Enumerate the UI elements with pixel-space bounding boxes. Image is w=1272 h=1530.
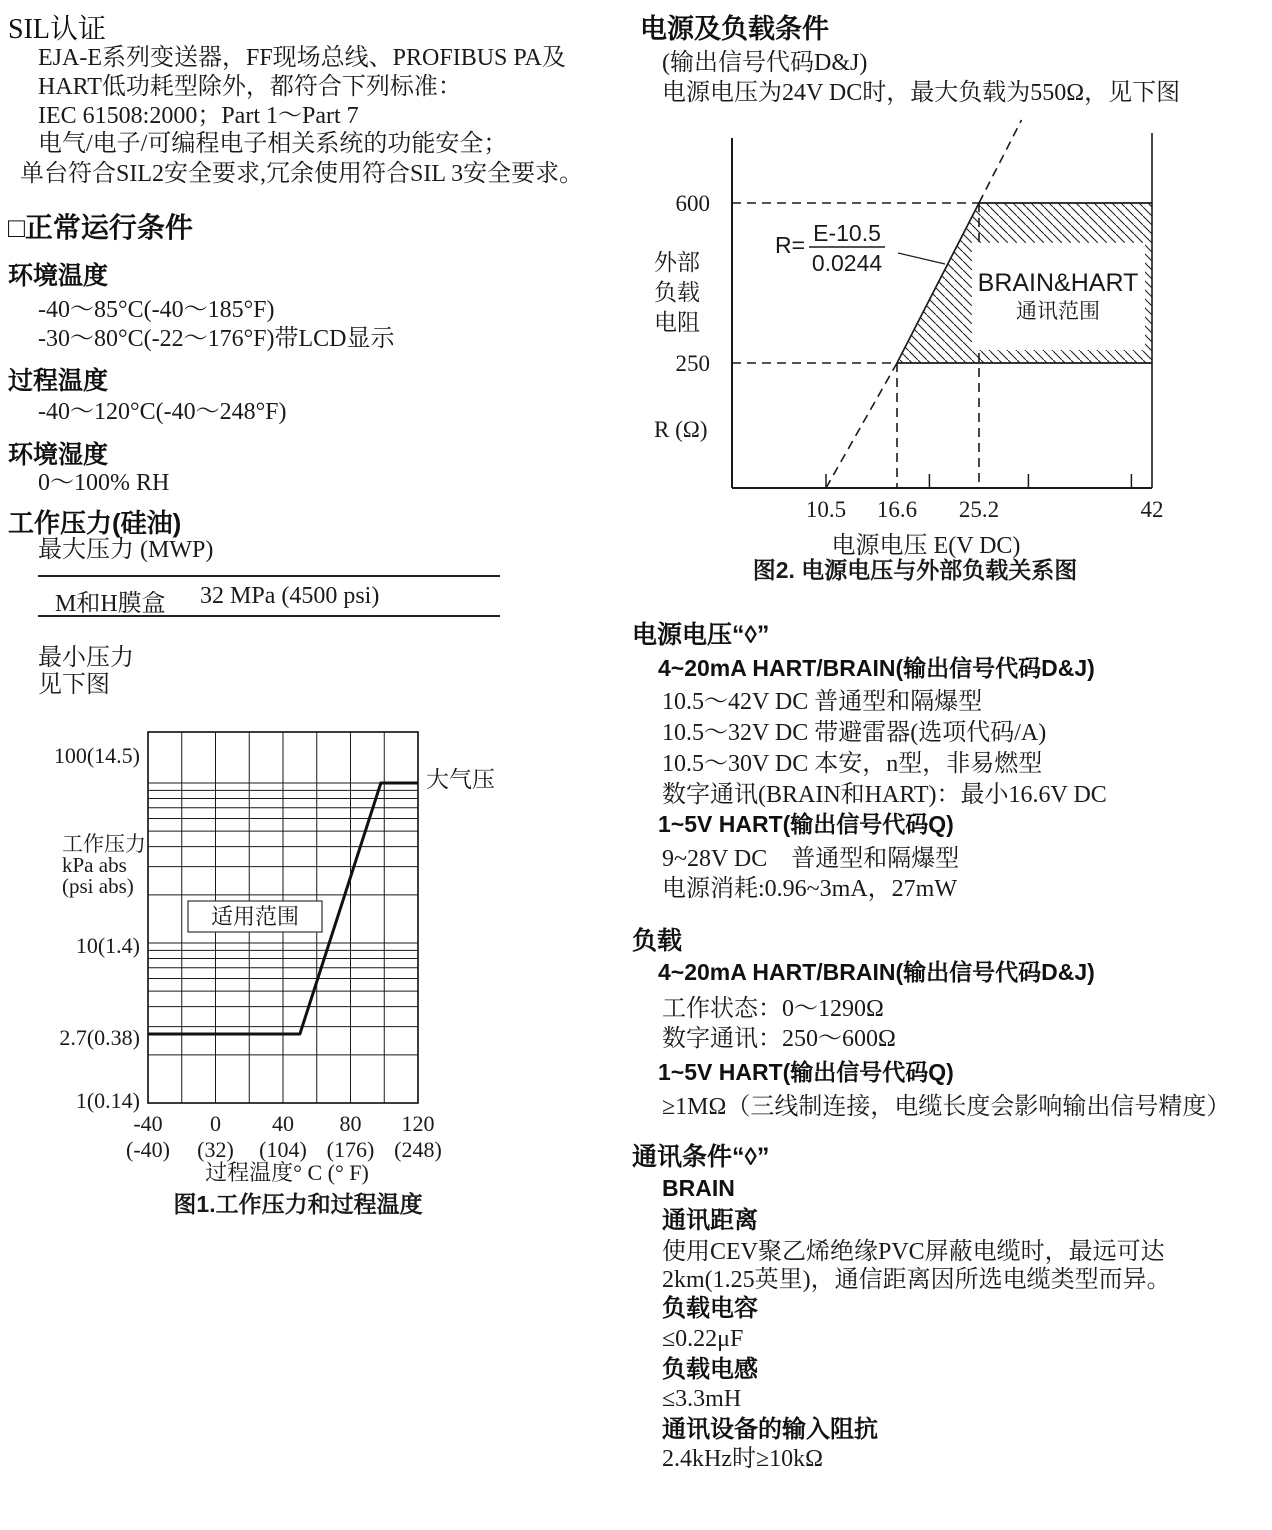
svg-text:(176): (176) <box>326 1137 375 1162</box>
svg-text:2.7(0.38): 2.7(0.38) <box>59 1025 140 1050</box>
supply-voltage-line: 10.5～30V DC 本安，n型，非易燃型 <box>662 751 1043 777</box>
svg-text:0: 0 <box>210 1111 221 1136</box>
supply-voltage-line: 9~28V DC 普通型和隔爆型 <box>662 846 960 872</box>
svg-text:R=: R= <box>775 232 806 258</box>
ambient-temp-line: -40～85°C(-40～185°F) <box>38 297 275 323</box>
supply-voltage-line: 10.5～32V DC 带避雷器(选项代码/A) <box>662 720 1047 746</box>
svg-text:电源电压 E(V DC): 电源电压 E(V DC) <box>831 533 1021 559</box>
supply-voltage-line: 电源消耗:0.96~3mA，27mW <box>662 876 957 902</box>
svg-text:100(14.5): 100(14.5) <box>53 743 140 768</box>
svg-text:适用范围: 适用范围 <box>210 904 300 929</box>
mwp-capsule-cell: M和H膜盒 <box>55 591 166 617</box>
working-pressure-title: 工作压力(硅油) <box>8 508 182 538</box>
svg-text:大气压: 大气压 <box>426 767 495 792</box>
svg-text:BRAIN&HART: BRAIN&HART <box>977 269 1139 297</box>
svg-text:10(1.4): 10(1.4) <box>75 933 140 958</box>
comm-line: ≤3.3mH <box>662 1386 742 1412</box>
svg-text:电阻: 电阻 <box>654 310 700 335</box>
power-load-title: 电源及负载条件 <box>640 14 829 44</box>
supply-voltage-line: 10.5～42V DC 普通型和隔爆型 <box>662 689 983 715</box>
supply-voltage-subhead: 1~5V HART(输出信号代码Q) <box>658 811 954 837</box>
comm-line: ≤0.22μF <box>662 1326 744 1352</box>
comm-subhead: 负载电容 <box>662 1295 758 1322</box>
load-line: ≥1MΩ（三线制连接，电缆长度会影响输出信号精度） <box>662 1094 1231 1120</box>
svg-text:负载: 负载 <box>654 280 700 305</box>
comm-line: 2km(1.25英里)，通信距离因所选电缆类型而异。 <box>662 1267 1171 1293</box>
svg-text:(psi abs): (psi abs) <box>62 874 134 898</box>
humidity-line: 0～100% RH <box>38 470 170 496</box>
sil-title: SIL认证 <box>8 14 107 45</box>
svg-text:80: 80 <box>339 1111 362 1136</box>
figure2-supply-voltage-load-chart <box>640 100 1170 600</box>
supply-voltage-line: 数字通讯(BRAIN和HART)：最小16.6V DC <box>662 782 1107 808</box>
humidity-title: 环境湿度 <box>8 441 109 469</box>
process-temp-line: -40～120°C(-40～248°F) <box>38 399 287 425</box>
svg-text:10.5: 10.5 <box>805 497 847 522</box>
svg-text:25.2: 25.2 <box>958 497 1000 522</box>
min-pressure-line: 最小压力 <box>38 645 134 671</box>
svg-text:600: 600 <box>675 191 710 216</box>
power-load-line: 电源电压为24V DC时，最大负载为550Ω，见下图 <box>662 80 1181 106</box>
supply-voltage-title: 电源电压“◊” <box>632 621 770 649</box>
load-line: 工作状态：0～1290Ω <box>662 996 884 1022</box>
ambient-temp-line: -30～80°C(-22～176°F)带LCD显示 <box>38 326 395 352</box>
svg-text:0.0244: 0.0244 <box>811 250 883 276</box>
supply-voltage-subhead: 4~20mA HART/BRAIN(输出信号代码D&J) <box>658 655 1095 681</box>
svg-text:图1.工作压力和过程温度: 图1.工作压力和过程温度 <box>173 1191 423 1217</box>
comm-line: 使用CEV聚乙烯绝缘PVC屏蔽电缆时，最远可达 <box>662 1239 1165 1265</box>
svg-text:R (Ω): R (Ω) <box>654 417 708 442</box>
comm-conditions-title: 通讯条件“◊” <box>632 1143 770 1171</box>
svg-text:1(0.14): 1(0.14) <box>75 1088 140 1113</box>
svg-text:外部: 外部 <box>654 250 700 275</box>
load-subhead: 1~5V HART(输出信号代码Q) <box>658 1059 954 1085</box>
figure1-min-working-pressure-chart <box>40 720 520 1220</box>
comm-subhead: 通讯距离 <box>662 1207 758 1234</box>
sil-line: IEC 61508:2000；Part 1～Part 7 <box>38 103 359 129</box>
load-line: 数字通讯：250～600Ω <box>662 1026 896 1052</box>
svg-text:工作压力: 工作压力 <box>62 832 146 856</box>
comm-line: 2.4kHz时≥10kΩ <box>662 1446 823 1472</box>
process-temp-title: 过程温度 <box>8 367 109 395</box>
svg-text:250: 250 <box>675 351 710 376</box>
mwp-value-cell: 32 MPa (4500 psi) <box>200 583 380 609</box>
svg-text:40: 40 <box>272 1111 294 1136</box>
svg-text:42: 42 <box>1140 497 1164 522</box>
mwp-table <box>38 575 500 617</box>
load-title: 负载 <box>632 927 683 955</box>
svg-text:-40: -40 <box>133 1111 163 1136</box>
svg-text:16.6: 16.6 <box>876 497 918 522</box>
svg-text:过程温度° C (° F): 过程温度° C (° F) <box>205 1160 369 1185</box>
sil-line: HART低功耗型除外，都符合下列标准： <box>38 74 462 100</box>
normal-conditions-title: □正常运行条件 <box>8 212 193 243</box>
sil-line: 单台符合SIL2安全要求,冗余使用符合SIL 3安全要求。 <box>20 161 584 187</box>
comm-subhead: BRAIN <box>662 1175 735 1201</box>
svg-text:图2. 电源电压与外部负载关系图: 图2. 电源电压与外部负载关系图 <box>752 557 1078 583</box>
svg-text:120: 120 <box>401 1111 435 1136</box>
sil-line: 电气/电子/可编程电子相关系统的功能安全； <box>38 131 508 157</box>
comm-subhead: 负载电感 <box>662 1356 758 1383</box>
power-load-line: (输出信号代码D&J) <box>662 50 868 76</box>
svg-text:通讯范围: 通讯范围 <box>1016 299 1100 323</box>
svg-text:(32): (32) <box>197 1137 234 1162</box>
mwp-subtitle: 最大压力 (MWP) <box>38 537 214 563</box>
svg-text:(248): (248) <box>394 1137 442 1162</box>
load-subhead: 4~20mA HART/BRAIN(输出信号代码D&J) <box>658 959 1095 985</box>
min-pressure-line: 见下图 <box>38 672 110 698</box>
svg-text:(-40): (-40) <box>126 1137 170 1162</box>
svg-text:E-10.5: E-10.5 <box>813 220 881 246</box>
ambient-temp-title: 环境温度 <box>8 262 109 290</box>
svg-text:kPa abs: kPa abs <box>62 853 127 877</box>
sil-line: EJA-E系列变送器，FF现场总线、PROFIBUS PA及 <box>38 45 566 71</box>
svg-text:(104): (104) <box>259 1137 307 1162</box>
comm-subhead: 通讯设备的输入阻抗 <box>662 1416 878 1443</box>
